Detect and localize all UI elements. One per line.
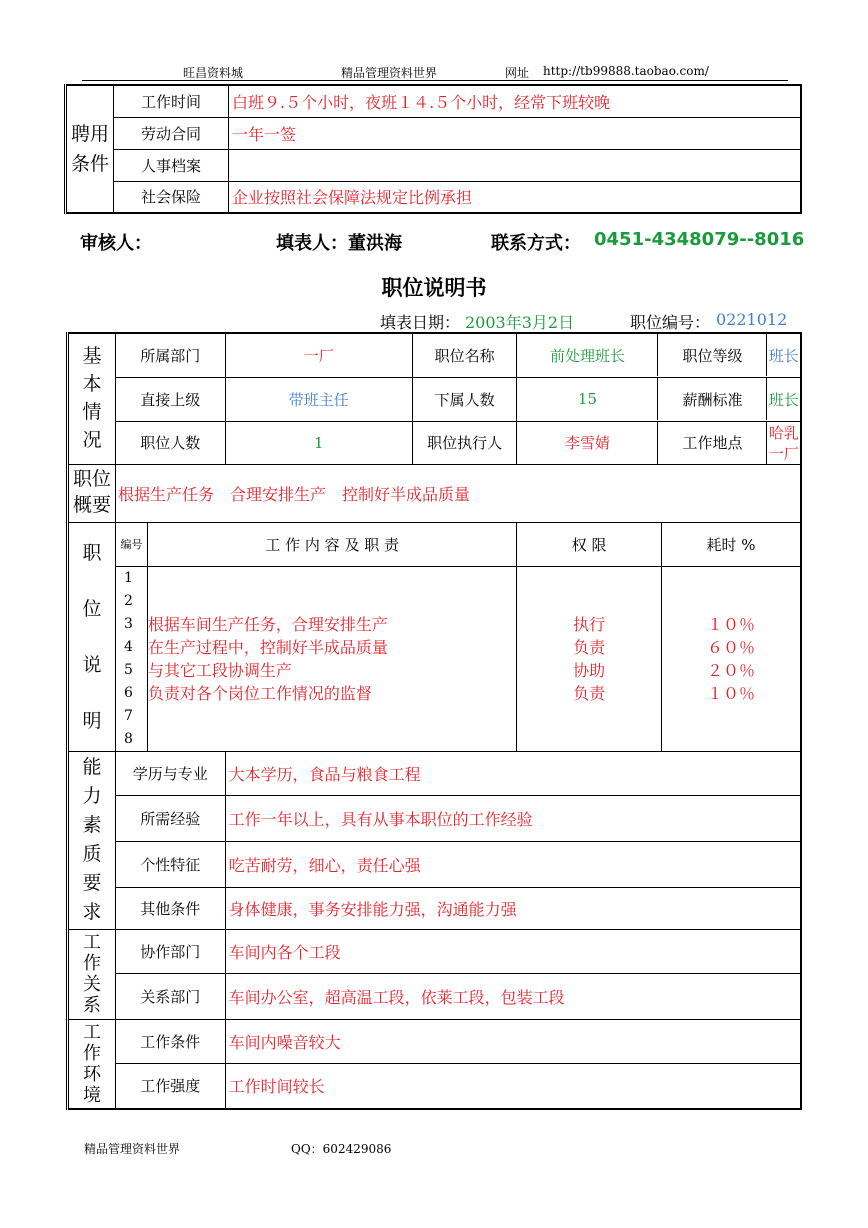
relations-section-label: 工作关系: [68, 929, 116, 1019]
employment-value: [229, 149, 802, 181]
executor-group: [517, 421, 801, 464]
header-url-label: 网址: [505, 66, 530, 80]
location-label: 工作地点: [682, 434, 743, 452]
duty-item: 在生产过程中，控制好半成品质量: [147, 637, 388, 657]
overview-text: 根据生产任务 合理安排生产 控制好半成品质量: [115, 464, 801, 522]
contact-value: 0451-4348079--8016: [594, 229, 805, 250]
executor-value: 李雪婧: [517, 422, 658, 464]
duty-time: ２０％: [706, 660, 755, 680]
employment-table: [64, 84, 802, 214]
employment-label: 工作时间: [114, 85, 229, 117]
environment-value: 工作时间较长: [225, 1063, 801, 1109]
ability-value: 身体健康，事务安排能力强，沟通能力强: [225, 887, 801, 929]
code-label: 职位编号：: [630, 313, 711, 332]
ability-value: 大本学历，食品与粮食工程: [225, 751, 801, 795]
environment-label: 工作强度: [115, 1063, 225, 1109]
date-value: 2003年3月2日: [465, 313, 575, 332]
duty-authority-header: 权 限: [517, 522, 661, 566]
header-url[interactable]: http://tb99888.taobao.com/: [543, 64, 709, 78]
basic-section-label: 基本情况: [68, 333, 116, 464]
duty-authority: 执行: [573, 614, 606, 634]
grade-label: 职位等级: [682, 346, 743, 365]
superior-label: 直接上级: [115, 377, 225, 421]
header-store: 旺昌资料城: [183, 66, 244, 80]
position-title-value: 前处理班长: [517, 334, 658, 376]
subordinates-group: [517, 377, 801, 421]
executor-label: 职位执行人: [412, 421, 517, 464]
ability-label: 个性特征: [115, 841, 225, 887]
relations-label: 关系部门: [115, 973, 225, 1019]
relations-label: 协作部门: [115, 929, 225, 973]
page-title: 职位说明书: [381, 276, 487, 300]
subordinates-label: 下属人数: [412, 377, 517, 421]
relations-value: 车间内各个工段: [225, 929, 801, 973]
header-brand: 精品管理资料世界: [341, 66, 438, 80]
code-value: 0221012: [716, 310, 788, 329]
position-title-group: [517, 333, 801, 377]
duty-no-header: 编号: [115, 522, 147, 566]
overview-section-label: 职位概要: [68, 464, 116, 522]
header-rule: [82, 80, 788, 81]
dept-label: 所属部门: [115, 333, 225, 377]
employment-section-label: 聘用条件: [66, 85, 114, 213]
employment-label: 社会保险: [114, 181, 229, 213]
filler-label: 填表人：董洪海: [276, 233, 402, 254]
ability-section-label: 能力素质要求: [68, 751, 116, 929]
employment-value: 企业按照社会保障法规定比例承担: [229, 181, 802, 213]
headcount-value: 1: [225, 421, 412, 464]
location-value: 哈乳一厂: [768, 423, 799, 463]
headcount-label: 职位人数: [115, 421, 225, 464]
duty-time: ６０％: [706, 637, 755, 657]
grade-value: 班长: [767, 334, 800, 376]
relations-value: 车间办公室，超高温工段，依莱工段，包装工段: [225, 973, 801, 1019]
duties-section-label: 职位说明: [68, 522, 116, 751]
duty-authority: 负责: [573, 683, 606, 703]
environment-label: 工作条件: [115, 1019, 225, 1063]
salary-value: 班长: [767, 378, 800, 420]
duty-content-header: 工 作 内 容 及 职 责: [147, 522, 517, 566]
duty-authorities: [517, 566, 661, 751]
job-table: [66, 332, 802, 1110]
employment-label: 人事档案: [114, 149, 229, 181]
duty-item: 负责对各个岗位工作情况的监督: [147, 683, 372, 703]
ability-label: 其他条件: [115, 887, 225, 929]
duty-numbers: 1 2 3 4 5 6 7 8: [115, 566, 147, 751]
dept-value: 一厂: [225, 333, 412, 377]
employment-label: 劳动合同: [114, 117, 229, 149]
superior-value: 带班主任: [225, 377, 412, 421]
ability-label: 学历与专业: [115, 751, 225, 795]
footer-brand: 精品管理资料世界: [84, 1142, 181, 1156]
duty-time: １０％: [706, 614, 755, 634]
duty-times: [661, 566, 801, 751]
environment-section-label: 工作环境: [68, 1019, 116, 1109]
employment-value: 白班９.５个小时，夜班１４.５个小时，经常下班较晚: [229, 85, 802, 117]
duty-item: 与其它工段协调生产: [147, 660, 292, 680]
duty-authority: 协助: [573, 660, 606, 680]
employment-value: 一年一签: [229, 117, 802, 149]
duty-contents: [147, 566, 517, 751]
environment-value: 车间内噪音较大: [225, 1019, 801, 1063]
footer-qq: QQ：602429086: [291, 1142, 392, 1156]
reviewer-label: 审核人：: [80, 233, 152, 254]
ability-value: 吃苦耐劳，细心，责任心强: [225, 841, 801, 887]
duty-time: １０％: [706, 683, 755, 703]
date-label: 填表日期：: [380, 313, 461, 332]
position-title-label: 职位名称: [412, 333, 517, 377]
duty-time-header: 耗时 %: [661, 522, 801, 566]
ability-label: 所需经验: [115, 795, 225, 841]
subordinates-value: 15: [517, 378, 658, 420]
ability-value: 工作一年以上，具有从事本职位的工作经验: [225, 795, 801, 841]
salary-label: 薪酬标准: [682, 390, 743, 409]
duty-item: 根据车间生产任务，合理安排生产: [147, 614, 388, 634]
contact-label: 联系方式：: [491, 233, 581, 254]
duty-authority: 负责: [573, 637, 606, 657]
